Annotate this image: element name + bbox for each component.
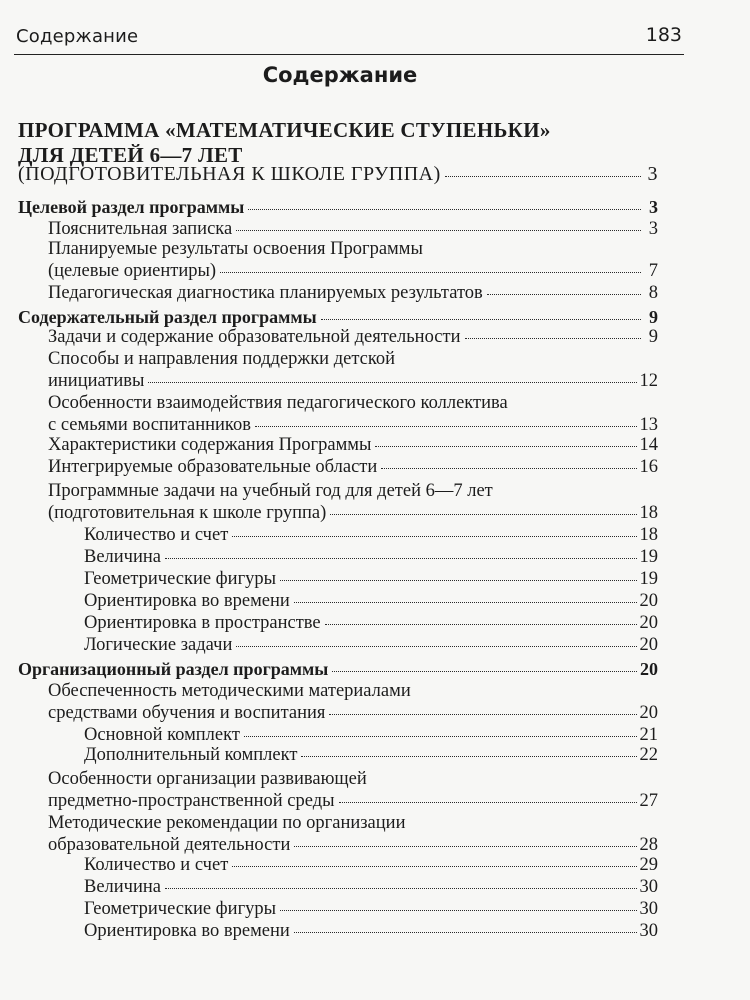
toc-page-number: 20 [640, 659, 658, 679]
page-title: Содержание [262, 63, 418, 87]
toc-page-number: 20 [639, 703, 658, 723]
toc-entry-label-line-1: Методические рекомендации по организации [48, 813, 406, 833]
toc-entry-label-line-1: Особенности взаимодействия педагогического коллектива [48, 393, 508, 413]
leader-dots [148, 382, 636, 383]
toc-entry-label: предметно-пространственной среды [48, 791, 335, 811]
toc-page-number: 9 [649, 307, 658, 327]
toc-page-number: 29 [639, 855, 658, 875]
toc-page-number: 3 [647, 163, 658, 185]
toc-subentry[interactable] [84, 854, 658, 876]
toc-entry-label: Дополнительный комплект [84, 745, 298, 765]
toc-entry-label: Пояснительная записка [48, 219, 233, 239]
toc-entry-label: средствами обучения и воспитания [48, 703, 326, 723]
toc-page-number: 30 [639, 921, 658, 941]
toc-page-number: 20 [639, 635, 658, 655]
toc-subentry[interactable] [84, 724, 658, 746]
toc-entry-label: Геометрические фигуры [84, 899, 277, 919]
toc-entry-label: Целевой раздел программы [18, 197, 245, 217]
toc-page-number: 28 [639, 835, 658, 855]
toc-entry-label: Количество и счет [84, 525, 229, 545]
toc-entry-label-line-1: Способы и направления поддержки детской [48, 349, 396, 369]
toc-entry-label-line-1: Особенности организации развивающей [48, 769, 367, 789]
toc-entry-label: образовательной деятельности [48, 835, 291, 855]
toc-entry-label: Логические задачи [84, 635, 233, 655]
leader-dots [301, 756, 636, 757]
leader-dots [294, 602, 637, 603]
toc-subentry[interactable] [84, 898, 658, 920]
toc-page-number: 20 [639, 591, 658, 611]
leader-dots [280, 910, 636, 911]
toc-page-number: 18 [639, 503, 658, 523]
toc-page-number: 18 [639, 525, 658, 545]
toc-entry-label-line-1: Планируемые результаты освоения Программы [48, 239, 423, 259]
leader-dots [236, 646, 636, 647]
toc-page-number: 8 [648, 283, 658, 303]
toc-entry[interactable] [48, 348, 658, 392]
toc-entry-label: Ориентировка в пространстве [84, 613, 321, 633]
leader-dots [294, 846, 636, 847]
program-title-line-1: ПРОГРАММА «МАТЕМАТИЧЕСКИЕ СТУПЕНЬКИ» [18, 118, 551, 142]
toc-page-number: 13 [639, 415, 658, 435]
toc-subentry[interactable] [84, 568, 658, 590]
toc-entry-label: Педагогическая диагностика планируемых результатов [48, 283, 483, 303]
toc-entry-label: Ориентировка во времени [84, 921, 290, 941]
leader-dots [375, 446, 636, 447]
toc-entry[interactable] [48, 680, 658, 724]
toc-page-number: 9 [648, 327, 658, 347]
leader-dots [329, 714, 636, 715]
toc-entry[interactable] [48, 434, 658, 456]
toc-section-content[interactable] [18, 306, 658, 328]
toc-entry-label: (целевые ориентиры) [48, 261, 217, 281]
page-number: 183 [645, 24, 682, 46]
leader-dots [381, 468, 636, 469]
toc-section-organization[interactable] [18, 658, 658, 680]
toc-subentry[interactable] [84, 590, 658, 612]
toc-entry-label: (ПОДГОТОВИТЕЛЬНАЯ К ШКОЛЕ ГРУППА) [18, 163, 441, 185]
toc-entry-label: с семьями воспитанников [48, 415, 251, 435]
toc-subentry[interactable] [84, 524, 658, 546]
toc-entry[interactable] [48, 768, 658, 812]
toc-page-number: 20 [639, 613, 658, 633]
leader-dots [255, 426, 637, 427]
toc-entry-label: Интегрируемые образовательные области [48, 457, 378, 477]
toc-page-number: 16 [639, 457, 658, 477]
toc-section-target[interactable] [18, 196, 658, 218]
toc-entry-label: (подготовительная к школе группа) [48, 503, 327, 523]
toc-entry[interactable] [48, 456, 658, 478]
leader-dots [280, 580, 636, 581]
toc-page-number: 22 [639, 745, 658, 765]
leader-dots [487, 294, 641, 295]
leader-dots [321, 319, 641, 320]
leader-dots [232, 536, 636, 537]
toc-subentry[interactable] [84, 546, 658, 568]
leader-dots [294, 932, 637, 933]
toc-entry-label: Задачи и содержание образовательной деятельности [48, 327, 461, 347]
toc-entry-label: Величина [84, 877, 161, 897]
toc-entry-label: Организационный раздел программы [18, 659, 329, 679]
leader-dots [332, 671, 637, 672]
toc-subentry[interactable] [84, 634, 658, 656]
toc-page-number: 3 [648, 219, 658, 239]
toc-page-number: 19 [639, 547, 658, 567]
toc-entry[interactable] [48, 480, 658, 524]
leader-dots [325, 624, 637, 625]
toc-entry-label-line-1: Обеспеченность методическими материалами [48, 681, 411, 701]
toc-page-number: 3 [649, 197, 658, 217]
leader-dots [330, 514, 636, 515]
toc-entry-label: Величина [84, 547, 161, 567]
leader-dots [236, 230, 641, 231]
toc-subentry[interactable] [84, 920, 658, 942]
running-head: Содержание [16, 26, 139, 47]
leader-dots [165, 558, 637, 559]
program-title [18, 118, 551, 168]
toc-page-number: 19 [639, 569, 658, 589]
toc-page-number: 7 [648, 261, 658, 281]
toc-page-number: 21 [639, 725, 658, 745]
toc-entry-label: Основной комплект [84, 725, 240, 745]
toc-entry-label: Геометрические фигуры [84, 569, 277, 589]
toc-entry-label: инициативы [48, 371, 145, 391]
leader-dots [232, 866, 636, 867]
leader-dots [248, 209, 641, 210]
leader-dots [165, 888, 637, 889]
leader-dots [220, 272, 641, 273]
toc-subentry[interactable] [84, 876, 658, 898]
toc-subentry[interactable] [84, 744, 658, 766]
header-rule [14, 54, 684, 55]
toc-entry-label-line-1: Программные задачи на учебный год для детей 6—7 лет [48, 481, 493, 501]
toc-page-number: 30 [639, 899, 658, 919]
toc-entry-label: Количество и счет [84, 855, 229, 875]
toc-entry-label: Характеристики содержания Программы [48, 435, 372, 455]
leader-dots [445, 176, 641, 177]
toc-page-number: 27 [639, 791, 658, 811]
leader-dots [339, 802, 637, 803]
toc-page-number: 30 [639, 877, 658, 897]
toc-entry-program[interactable] [18, 163, 658, 185]
leader-dots [244, 736, 637, 737]
toc-entry[interactable] [48, 218, 658, 240]
toc-entry-label: Содержательный раздел программы [18, 307, 317, 327]
toc-page-number: 12 [639, 371, 658, 391]
toc-entry[interactable] [48, 238, 658, 282]
toc-entry-label: Ориентировка во времени [84, 591, 290, 611]
program-title-line-2: ДЛЯ ДЕТЕЙ 6—7 ЛЕТ [18, 143, 243, 167]
toc-entry[interactable] [48, 326, 658, 348]
toc-page-number: 14 [639, 435, 658, 455]
leader-dots [465, 338, 642, 339]
toc-entry[interactable] [48, 282, 658, 304]
toc-entry[interactable] [48, 812, 658, 856]
toc-subentry[interactable] [84, 612, 658, 634]
toc-entry[interactable] [48, 392, 658, 436]
